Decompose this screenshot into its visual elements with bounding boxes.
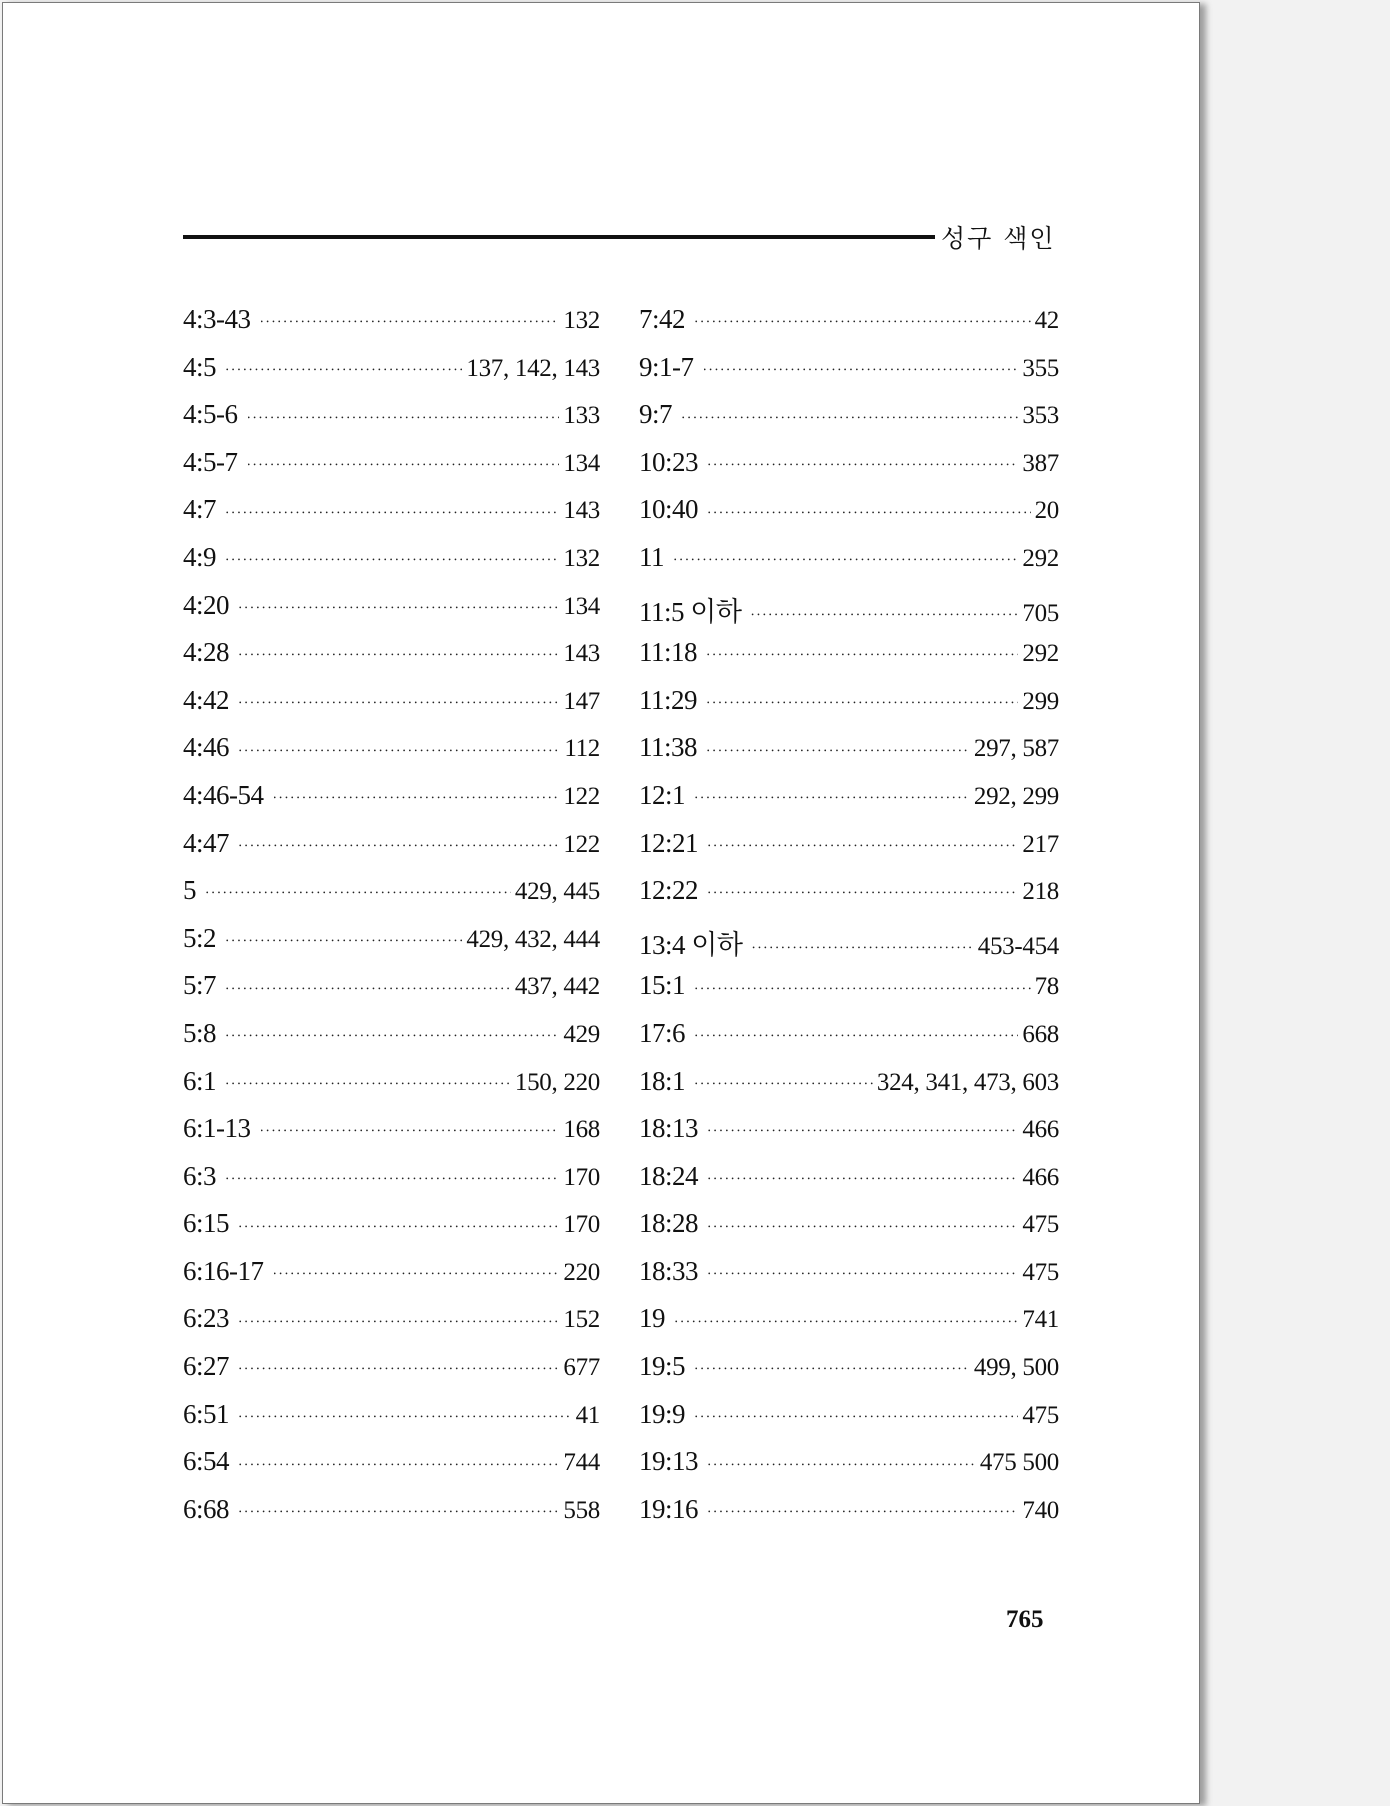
page-references: 152 [563, 1306, 600, 1334]
verse-reference: 6:51 [183, 1398, 230, 1429]
page-references: 143 [563, 497, 600, 525]
verse-reference: 4:7 [183, 494, 217, 525]
index-entry [639, 447, 1059, 495]
verse-reference: 5:7 [183, 970, 217, 1001]
verse-reference: 6:3 [183, 1160, 217, 1191]
dot-leader [274, 789, 560, 807]
index-entry [183, 1256, 600, 1304]
dot-leader [695, 1408, 1018, 1426]
index-entry [183, 1351, 600, 1399]
dot-leader [226, 932, 462, 950]
page-references: 170 [563, 1163, 600, 1191]
dot-leader [674, 551, 1018, 569]
dot-leader [695, 1360, 970, 1378]
verse-reference: 4:5 [183, 351, 217, 382]
verse-reference: 6:23 [183, 1303, 230, 1334]
index-entry [183, 1208, 600, 1256]
verse-reference: 17:6 [639, 1017, 686, 1048]
page-references: 741 [1022, 1306, 1059, 1334]
dot-leader [708, 884, 1018, 902]
page-references: 475 [1022, 1211, 1059, 1239]
page-references: 429 [563, 1020, 600, 1048]
index-entry [183, 1018, 600, 1066]
page-references: 218 [1022, 878, 1059, 906]
dot-leader [239, 741, 560, 759]
verse-reference: 18:24 [639, 1160, 699, 1191]
page-references: 353 [1022, 402, 1059, 430]
page-references: 292 [1022, 640, 1059, 668]
page-references: 134 [563, 449, 600, 477]
index-entry [639, 1161, 1059, 1209]
verse-reference: 18:33 [639, 1255, 699, 1286]
dot-leader [239, 1217, 559, 1235]
index-entry [639, 1446, 1059, 1494]
dot-leader [708, 1122, 1018, 1140]
page-references: 78 [1034, 973, 1059, 1001]
dot-leader [239, 694, 559, 712]
verse-reference: 18:28 [639, 1208, 699, 1239]
verse-reference: 6:1-13 [183, 1113, 251, 1144]
dot-leader [239, 1455, 559, 1473]
dot-leader [239, 1408, 572, 1426]
page-references: 668 [1022, 1020, 1059, 1048]
verse-reference: 19:5 [639, 1351, 686, 1382]
page-references: 220 [563, 1258, 600, 1286]
page-references: 170 [563, 1211, 600, 1239]
verse-reference: 6:1 [183, 1065, 217, 1096]
index-entry [183, 732, 600, 780]
dot-leader [239, 1503, 559, 1521]
index-entry [183, 1303, 600, 1351]
dot-leader [707, 741, 970, 759]
verse-reference: 12:22 [639, 875, 699, 906]
dot-leader [708, 1455, 976, 1473]
page-references: 453-454 [977, 932, 1059, 960]
index-entry [183, 637, 600, 685]
dot-leader [751, 606, 1018, 624]
dot-leader [274, 1265, 560, 1283]
page-references: 299 [1022, 687, 1059, 715]
page-number: 765 [1006, 1606, 1044, 1633]
page-references: 133 [563, 402, 600, 430]
verse-reference: 5:2 [183, 922, 217, 953]
dot-leader [695, 979, 1031, 997]
page-references: 297, 587 [973, 735, 1059, 763]
verse-reference: 4:3-43 [183, 304, 251, 334]
dot-leader [752, 939, 973, 957]
verse-reference: 18:13 [639, 1113, 699, 1144]
dot-leader [226, 551, 559, 569]
dot-leader [695, 1027, 1018, 1045]
dot-leader [248, 408, 560, 426]
page-references: 475 [1022, 1401, 1059, 1429]
index-entry [183, 542, 600, 590]
document-page [2, 2, 1200, 1804]
index-entry [639, 1351, 1059, 1399]
verse-reference: 4:46-54 [183, 779, 264, 810]
page-references: 558 [563, 1496, 600, 1524]
index-entry [183, 1446, 600, 1494]
page-references: 20 [1034, 497, 1059, 525]
dot-leader [239, 837, 559, 855]
verse-reference: 4:47 [183, 827, 230, 858]
page-references: 292 [1022, 544, 1059, 572]
index-entry [183, 304, 600, 352]
dot-leader [707, 646, 1018, 664]
page-references: 292, 299 [973, 782, 1059, 810]
dot-leader [682, 408, 1018, 426]
verse-reference: 9:1-7 [639, 351, 694, 382]
index-entry [639, 780, 1059, 828]
verse-reference: 6:16-17 [183, 1255, 264, 1286]
page-references: 168 [563, 1116, 600, 1144]
index-entry [183, 780, 600, 828]
verse-reference: 12:21 [639, 827, 699, 858]
index-entry [639, 732, 1059, 780]
page-references: 677 [563, 1354, 600, 1382]
page-references: 147 [563, 687, 600, 715]
verse-reference: 4:28 [183, 637, 230, 668]
verse-reference: 6:27 [183, 1351, 230, 1382]
dot-leader [708, 456, 1018, 474]
page-references: 143 [563, 640, 600, 668]
dot-leader [261, 1122, 560, 1140]
index-entry [183, 875, 600, 923]
index-entry [639, 923, 1059, 971]
verse-reference: 4:9 [183, 541, 217, 572]
verse-reference: 10:23 [639, 446, 699, 477]
verse-reference: 6:15 [183, 1208, 230, 1239]
index-entry [639, 542, 1059, 590]
dot-leader [226, 1027, 559, 1045]
page-references: 429, 432, 444 [466, 925, 600, 953]
page-references: 475 [1022, 1258, 1059, 1286]
dot-leader [239, 1312, 559, 1330]
dot-leader [226, 1075, 511, 1093]
index-entry [183, 923, 600, 971]
index-entry [183, 1494, 600, 1542]
page-references: 744 [563, 1449, 600, 1477]
index-entry [639, 875, 1059, 923]
dot-leader [226, 503, 559, 521]
verse-reference: 19:16 [639, 1493, 699, 1524]
page-references: 122 [563, 830, 600, 858]
index-entry [639, 494, 1059, 542]
verse-reference: 4:5-7 [183, 446, 238, 477]
verse-reference: 19:9 [639, 1398, 686, 1429]
index-entry [639, 1066, 1059, 1114]
verse-reference: 15:1 [639, 970, 686, 1001]
index-entry [183, 447, 600, 495]
index-entry [639, 1018, 1059, 1066]
index-entry [639, 1208, 1059, 1256]
index-entry [639, 828, 1059, 876]
dot-leader [708, 503, 1031, 521]
page-references: 132 [563, 544, 600, 572]
index-entry [183, 1161, 600, 1209]
index-entry [639, 637, 1059, 685]
verse-reference: 18:1 [639, 1065, 686, 1096]
dot-leader [239, 1360, 559, 1378]
dot-leader [708, 1265, 1018, 1283]
verse-reference: 19 [639, 1303, 665, 1334]
verse-reference: 10:40 [639, 494, 699, 525]
index-column-right [639, 304, 1059, 1541]
index-entry [639, 1399, 1059, 1447]
index-entry [183, 352, 600, 400]
index-entry [639, 1113, 1059, 1161]
index-entry [183, 685, 600, 733]
page-references: 217 [1022, 830, 1059, 858]
dot-leader [708, 1170, 1018, 1188]
dot-leader [707, 694, 1018, 712]
index-entry [639, 1256, 1059, 1304]
index-entry [183, 828, 600, 876]
dot-leader [695, 789, 970, 807]
verse-reference: 5 [183, 875, 196, 906]
index-column-left [183, 304, 600, 1541]
dot-leader [675, 1312, 1018, 1330]
index-entry [639, 399, 1059, 447]
index-entry [183, 1113, 600, 1161]
verse-reference: 11:29 [639, 684, 697, 715]
dot-leader [226, 361, 462, 379]
dot-leader [226, 979, 511, 997]
verse-reference: 4:20 [183, 589, 230, 620]
verse-reference: 13:4 이하 [639, 929, 743, 960]
verse-reference: 11:5 이하 [639, 596, 742, 627]
page-references: 42 [1034, 307, 1059, 334]
page-references: 122 [563, 782, 600, 810]
header-rule [183, 235, 935, 239]
dot-leader [704, 361, 1019, 379]
index-entry [639, 685, 1059, 733]
dot-leader [695, 1075, 873, 1093]
index-entry [639, 304, 1059, 352]
page-references: 475 500 [979, 1449, 1059, 1477]
verse-reference: 12:1 [639, 779, 686, 810]
verse-reference: 4:46 [183, 732, 230, 763]
index-entry [183, 494, 600, 542]
index-entry [183, 1066, 600, 1114]
dot-leader [248, 456, 560, 474]
dot-leader [695, 313, 1031, 331]
verse-reference: 6:54 [183, 1446, 230, 1477]
index-entry [183, 590, 600, 638]
dot-leader [708, 1217, 1018, 1235]
page-references: 437, 442 [514, 973, 600, 1001]
page-references: 132 [563, 307, 600, 334]
page-references: 466 [1022, 1116, 1059, 1144]
page-references: 134 [563, 592, 600, 620]
page-references: 499, 500 [973, 1354, 1059, 1382]
dot-leader [206, 884, 511, 902]
verse-reference: 19:13 [639, 1446, 699, 1477]
verse-reference: 11:18 [639, 637, 697, 668]
index-entry [639, 970, 1059, 1018]
verse-reference: 9:7 [639, 399, 673, 430]
page-references: 324, 341, 473, 603 [876, 1068, 1059, 1096]
dot-leader [226, 1170, 559, 1188]
index-entry [183, 970, 600, 1018]
dot-leader [239, 646, 559, 664]
page-references: 387 [1022, 449, 1059, 477]
page-references: 466 [1022, 1163, 1059, 1191]
index-entry [183, 399, 600, 447]
page-references: 740 [1022, 1496, 1059, 1524]
index-entry [183, 1399, 600, 1447]
page-references: 112 [564, 735, 600, 763]
index-entry [639, 590, 1059, 638]
verse-reference: 6:68 [183, 1493, 230, 1524]
verse-reference: 11 [639, 541, 664, 572]
verse-reference: 5:8 [183, 1017, 217, 1048]
verse-reference: 4:42 [183, 684, 230, 715]
dot-leader [708, 837, 1018, 855]
dot-leader [239, 599, 559, 617]
page-references: 150, 220 [514, 1068, 600, 1096]
index-entry [639, 1494, 1059, 1542]
dot-leader [708, 1503, 1018, 1521]
verse-reference: 11:38 [639, 732, 697, 763]
page-references: 355 [1022, 354, 1059, 382]
dot-leader [261, 313, 560, 331]
index-entry [639, 352, 1059, 400]
verse-reference: 4:5-6 [183, 399, 238, 430]
verse-reference: 7:42 [639, 304, 686, 334]
index-entry [639, 1303, 1059, 1351]
page-references: 41 [575, 1401, 600, 1429]
page-references: 429, 445 [514, 878, 600, 906]
page-references: 137, 142, 143 [466, 354, 600, 382]
running-header: 성구 색인 [941, 224, 1056, 253]
page-references: 705 [1022, 599, 1059, 627]
